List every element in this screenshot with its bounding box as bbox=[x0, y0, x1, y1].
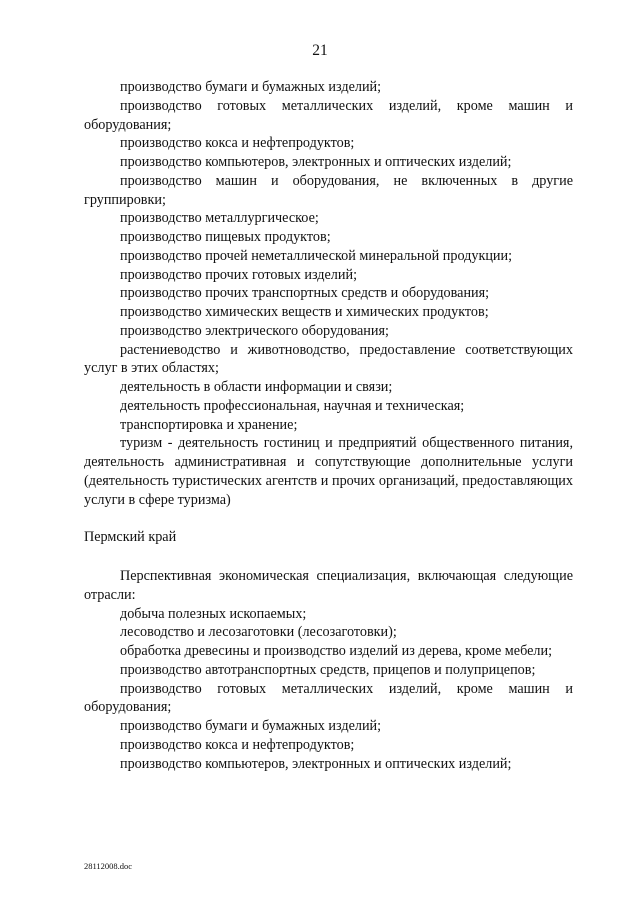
list-item: растениеводство и животноводство, предоставление соответствующих услуг в этих областях; bbox=[84, 341, 573, 377]
list-item: производство машин и оборудования, не включенных в другие группировки; bbox=[84, 172, 573, 208]
list-item: добыча полезных ископаемых; bbox=[120, 605, 307, 622]
list-item: производство металлургическое; bbox=[120, 210, 319, 227]
list-item: производство автотранспортных средств, прицепов и полуприцепов; bbox=[120, 661, 536, 678]
list-item: транспортировка и хранение; bbox=[120, 416, 298, 433]
document-body bbox=[84, 78, 573, 773]
list-item: туризм - деятельность гостиниц и предприятий общественного питания, деятельность административная и сопутствующие дополнительные услуги (деятельность туристических агентств и прочих организаций, предоставляющих услуги в сфере туризма) bbox=[84, 435, 573, 508]
list-item: производство готовых металлических изделий, кроме машин и оборудования; bbox=[84, 97, 573, 133]
list-item: производство прочей неметаллической минеральной продукции; bbox=[120, 247, 513, 264]
list-item: производство бумаги и бумажных изделий; bbox=[120, 718, 382, 734]
list-item: деятельность профессиональная, научная и техническая; bbox=[120, 397, 465, 414]
footer-filename: 28112008.doc bbox=[84, 861, 133, 871]
list-item: производство компьютеров, электронных и оптических изделий; bbox=[120, 154, 512, 170]
list-item: деятельность в области информации и связи; bbox=[120, 379, 393, 395]
list-item: производство электрического оборудования; bbox=[120, 322, 389, 339]
list-item: производство прочих транспортных средств и оборудования; bbox=[120, 285, 490, 302]
page-number: 21 bbox=[312, 42, 328, 59]
list-item: производство пищевых продуктов; bbox=[120, 229, 331, 245]
list-item: производство кокса и нефтепродуктов; bbox=[120, 736, 355, 753]
list-item: производство компьютеров, электронных и оптических изделий; bbox=[120, 755, 512, 772]
list-item: лесоводство и лесозаготовки (лесозаготовки); bbox=[120, 624, 397, 641]
intro-paragraph: Перспективная экономическая специализация, включающая следующие отрасли: bbox=[84, 568, 573, 603]
list-item: производство готовых металлических изделий, кроме машин и оборудования; bbox=[84, 680, 573, 716]
section-heading: Пермский край bbox=[84, 529, 177, 546]
list-item: производство химических веществ и химических продуктов; bbox=[120, 304, 489, 320]
list-item: производство кокса и нефтепродуктов; bbox=[120, 135, 355, 152]
list-item: производство прочих готовых изделий; bbox=[120, 266, 358, 283]
list-item: обработка древесины и производство изделий из дерева, кроме мебели; bbox=[120, 643, 553, 659]
list-item: производство бумаги и бумажных изделий; bbox=[120, 79, 382, 95]
